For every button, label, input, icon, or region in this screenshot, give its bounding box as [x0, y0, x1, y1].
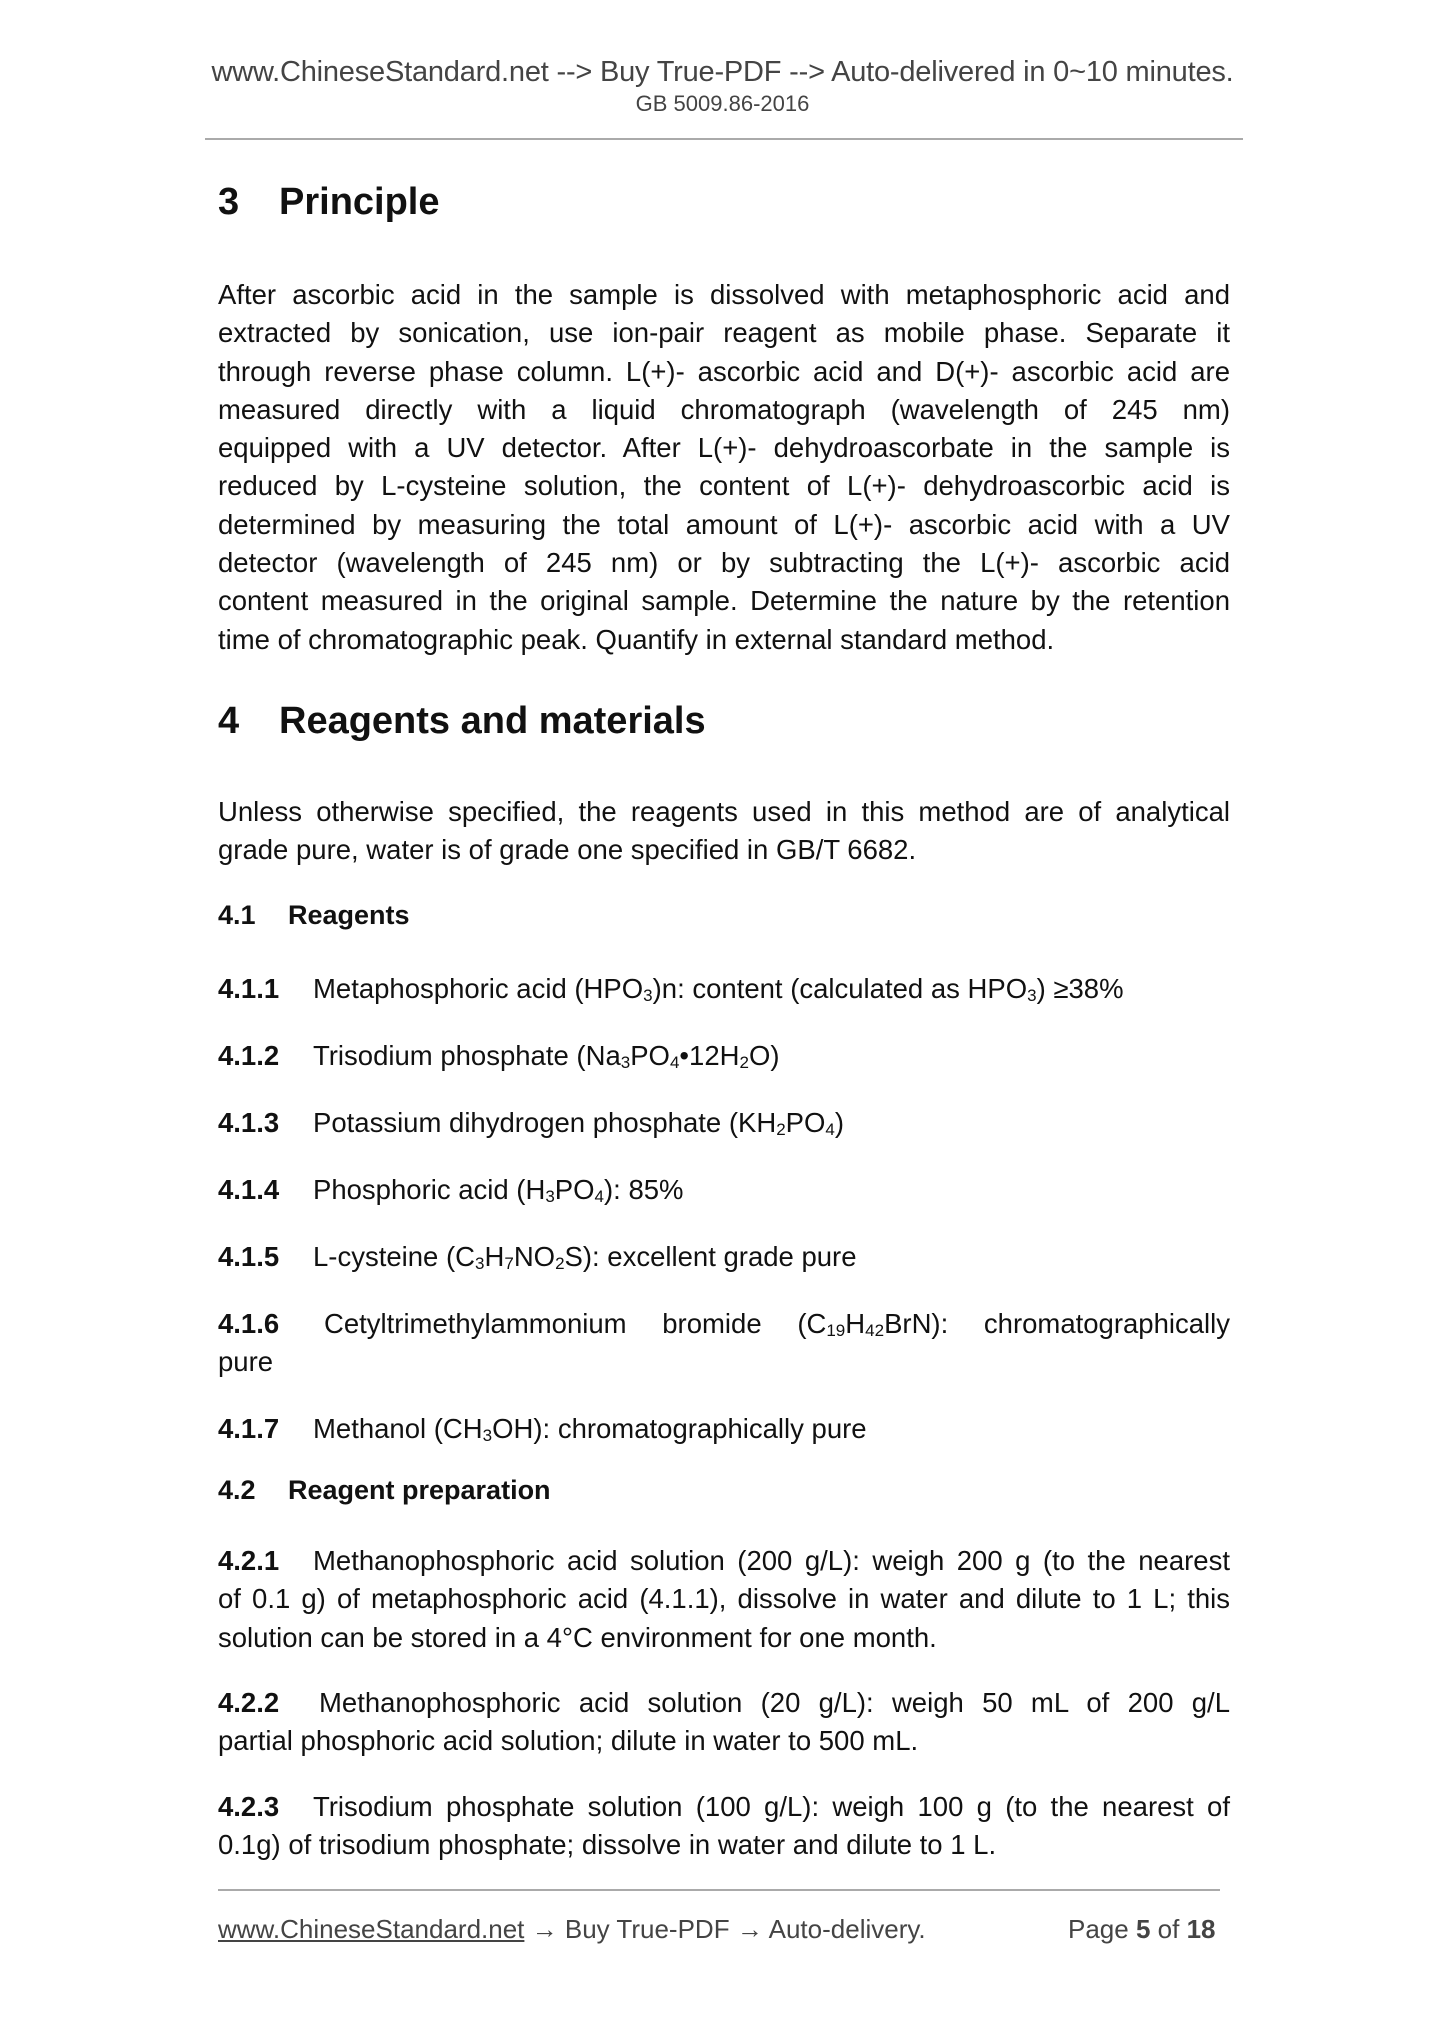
item-text: ): 85% [604, 1174, 684, 1205]
subsection-number: 4.2 [218, 1475, 256, 1505]
reagent-item [218, 1171, 1230, 1209]
text-line [218, 1788, 1230, 1826]
text-line: time of chromatographic peak. Quantify in external standard method. [218, 623, 1055, 655]
item-text: Metaphosphoric acid (HPO [313, 973, 644, 1004]
reagent-line [218, 970, 1230, 1008]
subscript: 3 [545, 1187, 555, 1206]
subscript: 4 [594, 1187, 604, 1206]
text-line: reduced by L-cysteine solution, the content of L(+)- dehydroascorbic acid is [218, 470, 1230, 502]
item-text: Methanophosphoric acid solution (20 g/L): weigh 50 mL of 200 g/L [319, 1687, 1230, 1718]
page-indicator [1068, 1916, 1216, 1942]
reagent-line [218, 1238, 1230, 1276]
item-text: Cetyltrimethylammonium bromide (C [324, 1308, 827, 1339]
reagent-item [218, 970, 1230, 1008]
text-line: measured directly with a liquid chromatograph (wavelength of 245 nm) [218, 393, 1230, 425]
page-label: Page [1068, 1914, 1129, 1944]
reagent-line [218, 1171, 1230, 1209]
reagent-line [218, 1104, 1230, 1142]
item-continuation: pure [218, 1346, 274, 1378]
item-text: Phosphoric acid (H [313, 1174, 546, 1205]
text-line: determined by measuring the total amount of L(+)- ascorbic acid with a UV [218, 508, 1230, 540]
subscript: 4 [669, 1053, 680, 1072]
text-line: After ascorbic acid in the sample is dissolved with metaphosphoric acid and [218, 279, 1230, 310]
text-line: detector (wavelength of 245 nm) or by subtracting the L(+)- ascorbic acid [218, 547, 1230, 579]
subscript: 3 [620, 1053, 631, 1072]
item-text: NO [513, 1241, 556, 1272]
subscript: 2 [776, 1120, 786, 1139]
item-text: of 0.1 g) of metaphosphoric acid (4.1.1), dissolve in water and dilute to 1 L; this [218, 1583, 1230, 1615]
item-text: S): excellent grade pure [564, 1241, 857, 1272]
subscript: 4 [825, 1120, 835, 1139]
preparation-item [218, 1542, 1230, 1657]
text-line [218, 1619, 1230, 1657]
item-text: )n: content (calculated as HPO [652, 973, 1028, 1004]
reagent-line [218, 1305, 1230, 1343]
subsection-4-1-heading [218, 902, 410, 929]
item-text: H [484, 1241, 505, 1272]
text-line: equipped with a UV detector. After L(+)- dehydroascorbate in the sample is [218, 432, 1230, 464]
text-line: extracted by sonication, use ion-pair reagent as mobile phase. Separate it [218, 317, 1230, 349]
section-number: 4 [218, 700, 240, 742]
preparation-item [218, 1684, 1230, 1761]
subscript: 2 [739, 1053, 749, 1072]
item-number: 4.1.4 [218, 1174, 280, 1205]
item-text: L-cysteine (C [313, 1241, 475, 1272]
subscript: 3 [475, 1254, 485, 1273]
item-text: PO [785, 1107, 826, 1138]
item-text: OH): chromatographically pure [492, 1413, 867, 1444]
subsection-title: Reagents [288, 900, 410, 930]
section-title: Reagents and materials [279, 700, 706, 742]
item-text: •12H [679, 1040, 740, 1071]
item-number: 4.1.6 [218, 1308, 280, 1339]
subscript: 2 [555, 1254, 565, 1273]
footer-site-link[interactable]: www.ChineseStandard.net [218, 1914, 525, 1944]
item-text: PO [554, 1174, 595, 1205]
item-text: BrN): chromatographically [884, 1308, 1231, 1339]
item-text: Potassium dihydrogen phosphate (KH [313, 1107, 777, 1138]
subscript: 19 [826, 1321, 846, 1340]
subscript: 3 [482, 1426, 493, 1445]
text-line [218, 1684, 1230, 1722]
subsection-title: Reagent preparation [288, 1475, 551, 1505]
text-line: grade pure, water is of grade one specified in GB/T 6682. [218, 834, 917, 866]
item-number: 4.1.1 [218, 973, 280, 1004]
item-number: 4.1.7 [218, 1413, 280, 1444]
text-line: Unless otherwise specified, the reagents used in this method are of analytical [218, 796, 1230, 827]
text-line [218, 1580, 1230, 1618]
arrow-right-icon: → [531, 1914, 558, 1944]
section-3-heading [218, 183, 440, 221]
item-text: Trisodium phosphate solution (100 g/L): weigh 100 g (to the nearest of [313, 1791, 1230, 1822]
text-line: through reverse phase column. L(+)- ascorbic acid and D(+)- ascorbic acid are [218, 355, 1230, 387]
footer-buy-text: Buy True-PDF [564, 1914, 730, 1944]
subsection-number: 4.1 [218, 900, 256, 930]
item-number: 4.2.2 [218, 1687, 280, 1718]
item-text: PO [630, 1040, 670, 1071]
page-total: 18 [1186, 1914, 1216, 1944]
item-number: 4.1.2 [218, 1040, 280, 1071]
subscript: 3 [643, 986, 653, 1005]
text-line [218, 1826, 1230, 1864]
subscript: 42 [865, 1321, 885, 1340]
item-number: 4.1.5 [218, 1241, 280, 1272]
item-text: 0.1g) of trisodium phosphate; dissolve in water and dilute to 1 L. [218, 1829, 997, 1861]
footer-promo [218, 1916, 926, 1942]
reagent-item [218, 1410, 1230, 1448]
reagent-item [218, 1104, 1230, 1142]
footer-delivery-text: Auto-delivery. [768, 1914, 926, 1944]
item-text: Trisodium phosphate (Na [313, 1040, 621, 1071]
preparation-item [218, 1788, 1230, 1865]
section-title: Principle [279, 181, 440, 223]
reagent-item [218, 1305, 1230, 1382]
principle-paragraph [218, 276, 1230, 659]
section-number: 3 [218, 181, 240, 223]
item-text: Methanophosphoric acid solution (200 g/L): weigh 200 g (to the nearest [313, 1545, 1230, 1576]
item-text: ) [834, 1107, 845, 1138]
text-line: content measured in the original sample. Determine the nature by the retention [218, 585, 1230, 617]
subscript: 7 [504, 1254, 514, 1273]
item-text: H [845, 1308, 866, 1339]
item-text: Methanol (CH [313, 1413, 483, 1444]
item-number: 4.2.3 [218, 1791, 280, 1822]
reagent-item [218, 1238, 1230, 1276]
item-text: ) ≥38% [1036, 973, 1124, 1004]
text-line [218, 1542, 1230, 1580]
page-current: 5 [1135, 1914, 1151, 1944]
reagent-line [218, 1037, 1230, 1075]
reagents-intro-paragraph [218, 793, 1230, 870]
item-text: solution can be stored in a 4°C environment for one month. [218, 1621, 937, 1653]
footer-divider [218, 1889, 1220, 1891]
item-number: 4.2.1 [218, 1545, 280, 1576]
text-line [218, 1722, 1230, 1760]
subscript: 3 [1027, 986, 1037, 1005]
item-text: partial phosphoric acid solution; dilute in water to 500 mL. [218, 1725, 919, 1757]
reagent-item [218, 1037, 1230, 1075]
page-of: of [1157, 1914, 1180, 1944]
header-banner: www.ChineseStandard.net --> Buy True-PDF --> Auto-delivered in 0~10 minutes. [211, 56, 1234, 88]
subsection-4-2-heading [218, 1477, 551, 1504]
standard-number: GB 5009.86-2016 [635, 91, 810, 116]
arrow-right-icon: → [736, 1914, 763, 1944]
reagent-line [218, 1410, 1230, 1448]
item-number: 4.1.3 [218, 1107, 280, 1138]
header-divider [205, 138, 1243, 140]
item-text: O) [748, 1040, 780, 1071]
section-4-heading [218, 702, 706, 740]
